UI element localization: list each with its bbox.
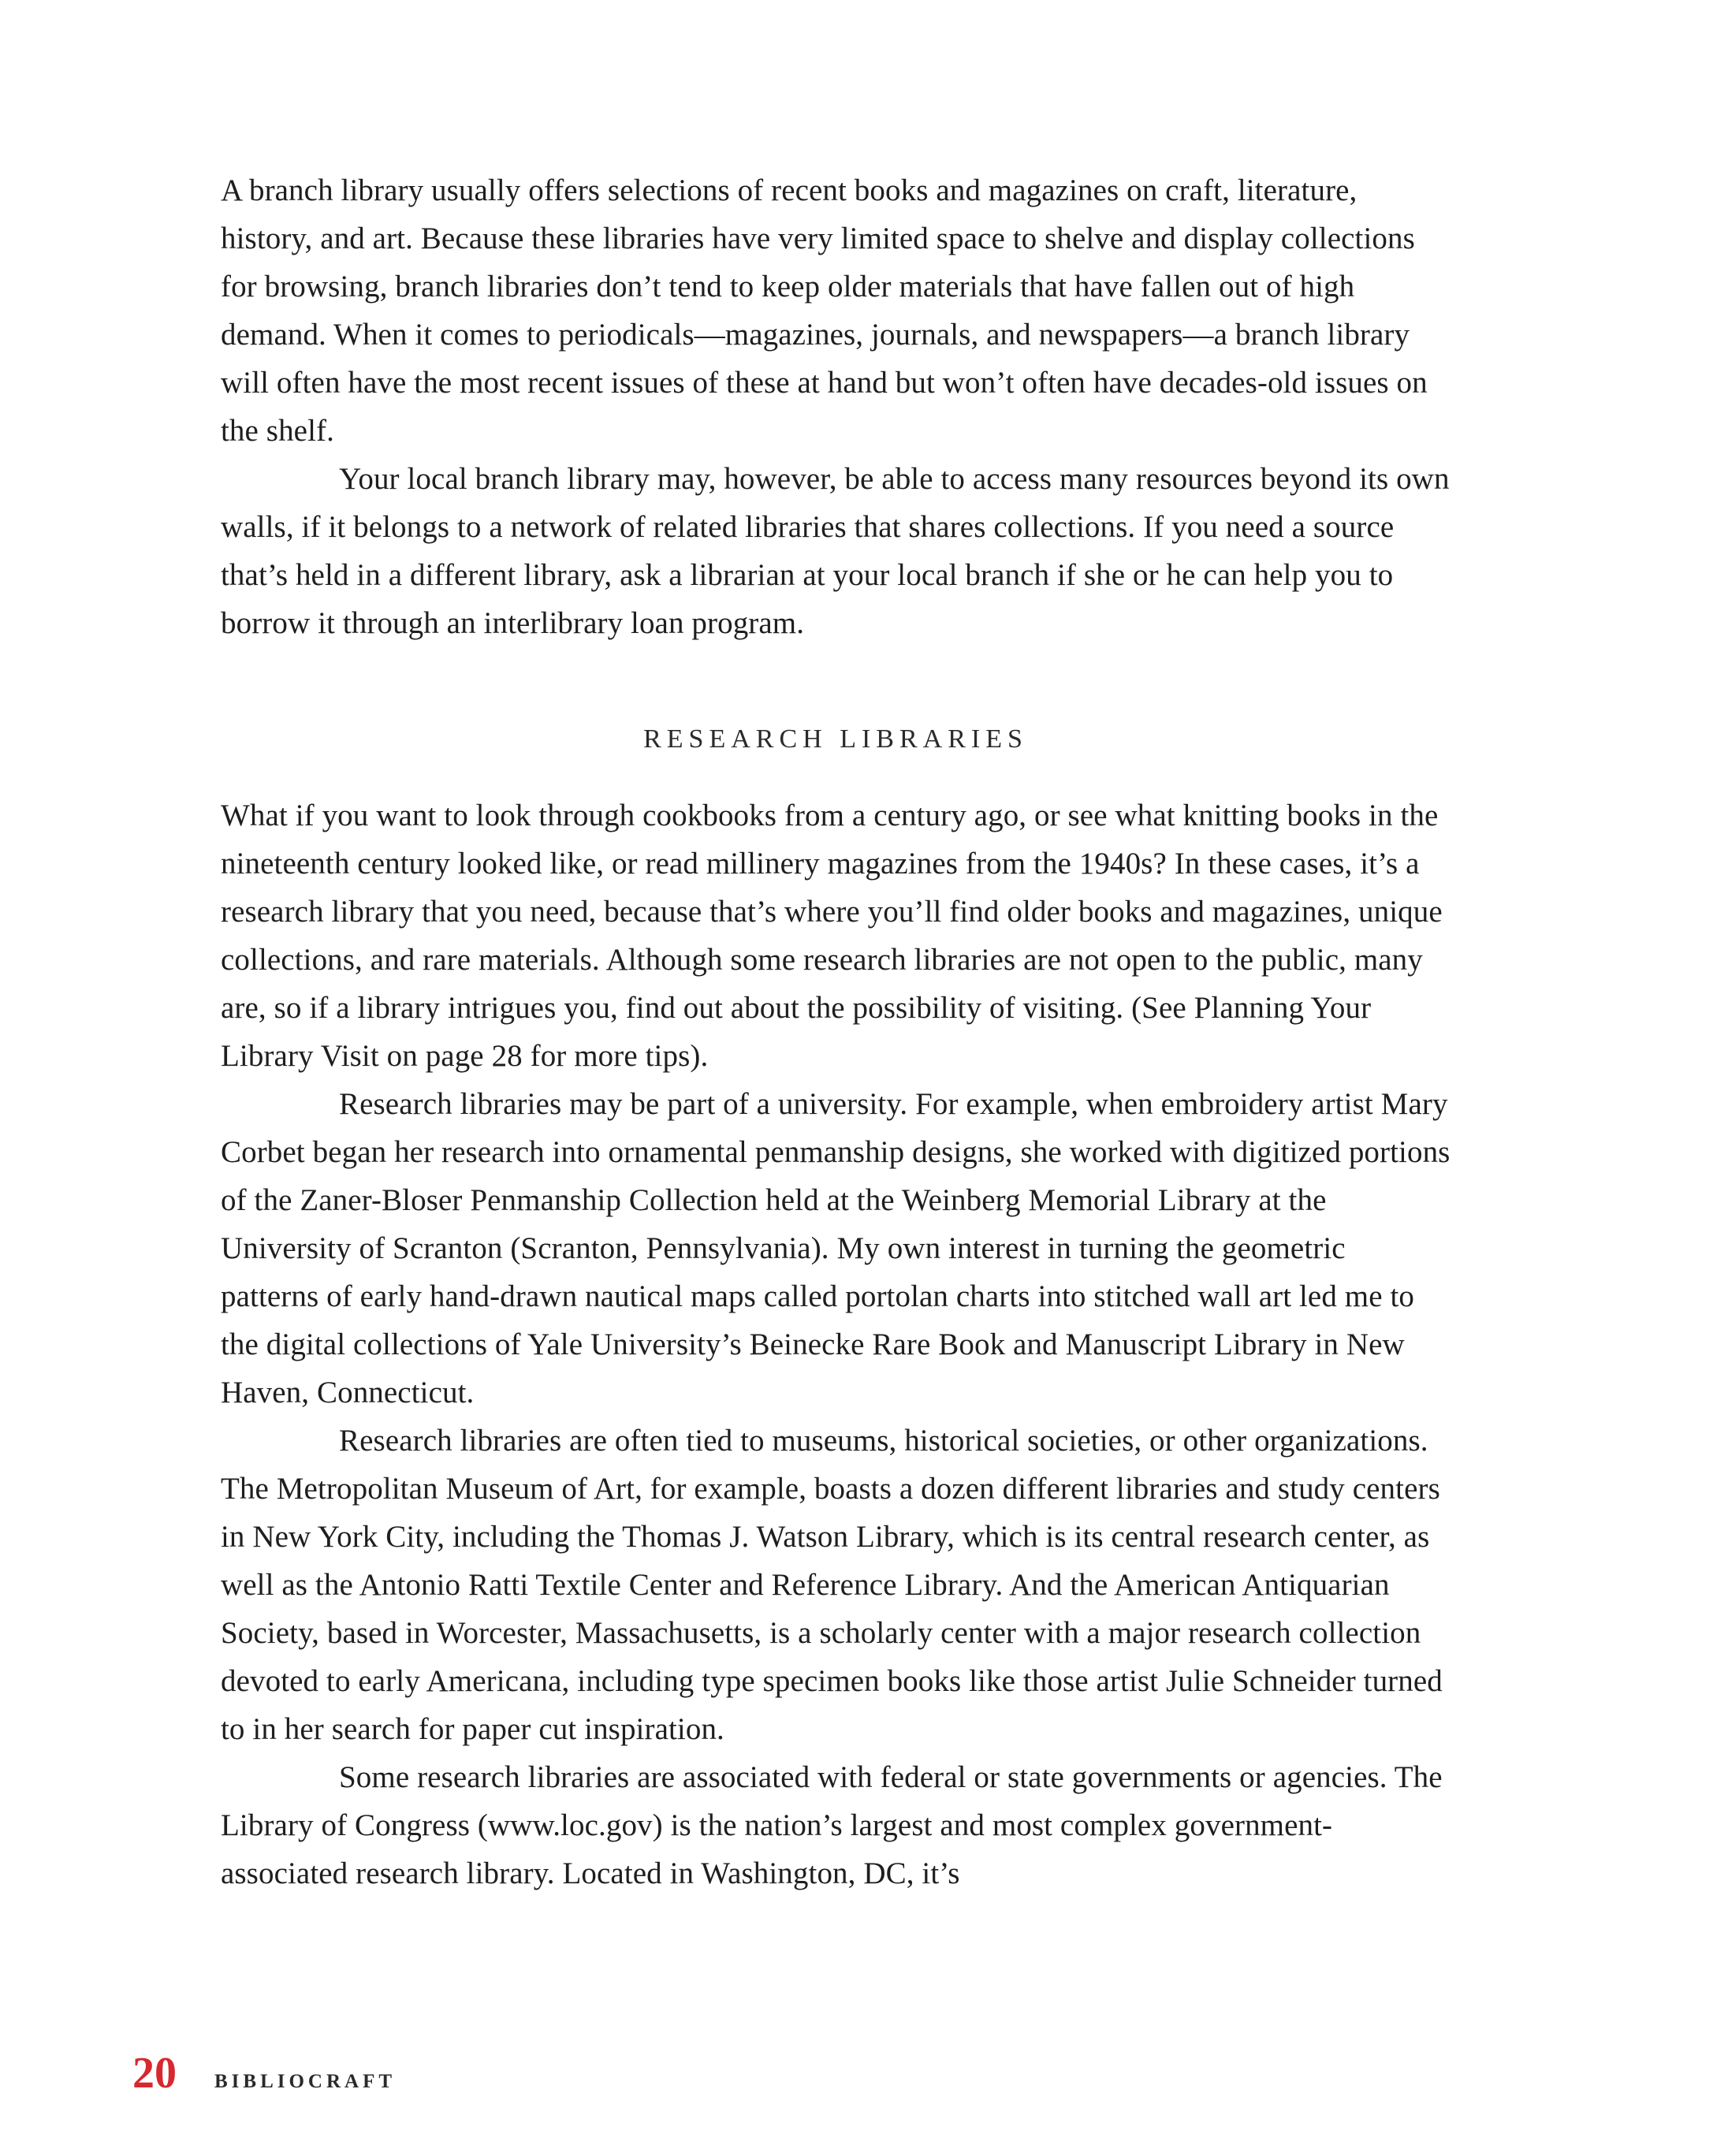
section-heading: RESEARCH LIBRARIES [643, 724, 1028, 754]
research-text-block [221, 791, 1451, 1897]
body-paragraph: What if you want to look through cookbooks from a century ago, or see what knitting books in the nineteenth century looked like, or read millinery magazines from the 1940s? In these cases, it’s a research library that you need, because that’s where you’ll find older books and magazines, unique collections, and rare materials. Although some research libraries are not open to the public, many are, so if a library intrigues you, find out about the possibility of visiting. (See Planning Your Library Visit on page 28 for more tips). [221, 799, 1443, 1073]
page-number: 20 [132, 2049, 177, 2098]
body-paragraph: Your local branch library may, however, be able to access many resources beyond its own walls, if it belongs to a network of related libraries that shares collections. If you need a source that’s held in a different library, ask a librarian at your local branch if she or he can help you to borrow it through an interlibrary loan program. [221, 462, 1450, 640]
body-paragraph: Some research libraries are associated with federal or state governments or agencies. The Library of Congress (www.loc.gov) is the nation’s largest and most complex government-associated research library. Located in Washington, DC, it’s [221, 1760, 1443, 1890]
running-head: BIBLIOCRAFT [214, 2071, 397, 2092]
body-paragraph: Research libraries are often tied to museums, historical societies, or other organizations. The Metropolitan Museum of Art, for example, boasts a dozen different libraries and study centers in New York City, including the Thomas J. Watson Library, which is its central research center, as well as the Antonio Ratti Textile Center and Reference Library. And the American Antiquarian Society, based in Worcester, Massachusetts, is a scholarly center with a major research collection devoted to early Americana, including type specimen books like those artist Julie Schneider turned to in her search for paper cut inspiration. [221, 1424, 1443, 1746]
intro-text-block [221, 166, 1451, 647]
body-paragraph: A branch library usually offers selections of recent books and magazines on craft, literature, history, and art. Because these libraries have very limited space to shelve and display collections for browsing, branch libraries don’t tend to keep older materials that have fallen out of high demand. When it comes to periodicals—magazines, journals, and newspapers—a branch library will often have the most recent issues of these at hand but won’t often have decades-old issues on the shelf. [221, 173, 1428, 448]
page-footer [132, 2050, 396, 2097]
body-paragraph: Research libraries may be part of a university. For example, when embroidery artist Mary Corbet began her research into ornamental penmanship designs, she worked with digitized portions of the Zaner-Bloser Penmanship Collection held at the Weinberg Memorial Library at the University of Scranton (Scranton, Pennsylvania). My own interest in turning the geometric patterns of early hand-drawn nautical maps called portolan charts into stitched wall art led me to the digital collections of Yale University’s Beinecke Rare Book and Manuscript Library in New Haven, Connecticut. [221, 1087, 1451, 1409]
